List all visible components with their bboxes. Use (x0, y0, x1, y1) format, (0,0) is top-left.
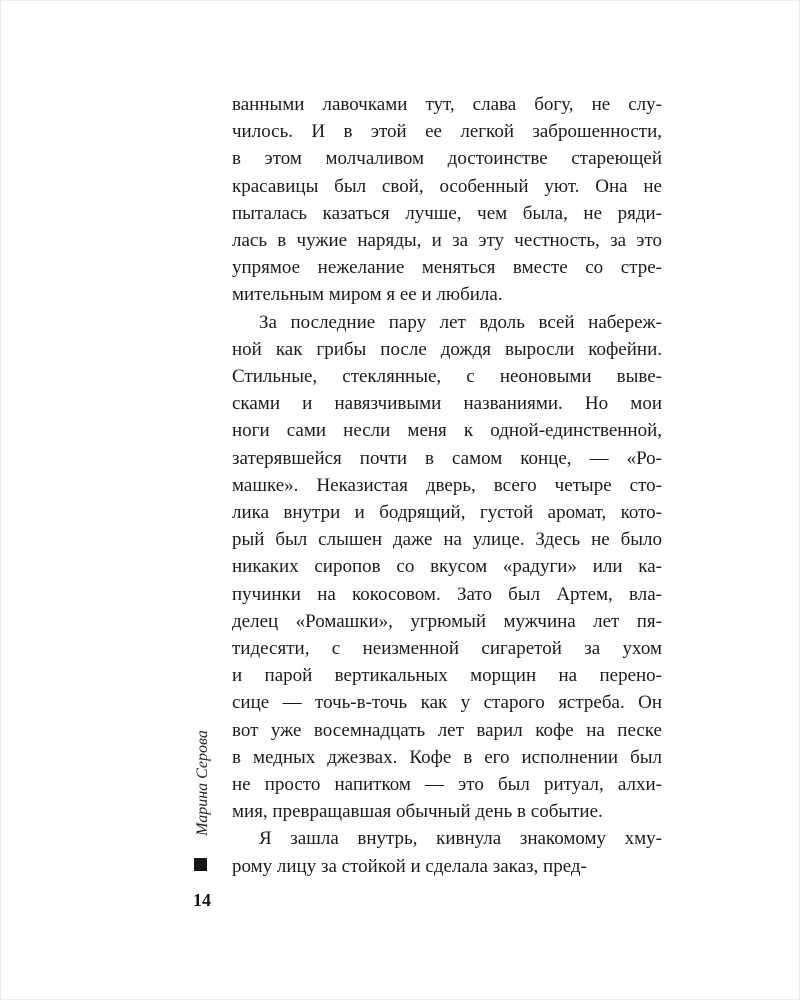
text-line: лика внутри и бодрящий, густой аромат, кото- (232, 502, 662, 524)
text-line: и парой вертикальных морщин на перено- (232, 665, 662, 687)
text-line: пучинки на кокосовом. Зато был Артем, вла- (232, 583, 662, 605)
text-line: Стильные, стеклянные, с неоновыми выве- (232, 366, 662, 388)
text-line: рому лицу за стойкой и сделала заказ, пред- (232, 855, 587, 877)
text-line: сице — точь-в-точь как у старого ястреба. Он (232, 692, 662, 714)
text-line: упрямое нежелание меняться вместе со стре- (232, 257, 662, 279)
text-line: ной как грибы после дождя выросли кофейни. (232, 338, 662, 360)
text-line: красавицы был свой, особенный уют. Она не (232, 175, 662, 197)
text-line: ванными лавочками тут, слава богу, не слу- (232, 94, 662, 115)
text-line: не просто напитком — это был ритуал, алхи- (232, 774, 662, 796)
text-line: в этом молчаливом достоинстве стареющей (232, 148, 662, 170)
text-line: мия, превращавшая обычный день в событие. (232, 801, 603, 823)
text-line: ноги сами несли меня к одной-единственной, (232, 420, 662, 442)
text-line: машке». Неказистая дверь, всего четыре сто- (232, 474, 662, 496)
text-line: мительным миром я ее и любила. (232, 284, 503, 306)
page-number: 14 (193, 890, 211, 910)
text-line: лась в чужие наряды, и за эту честность, за это (232, 230, 662, 252)
text-line: Я зашла внутрь, кивнула знакомому хму- (259, 828, 662, 850)
text-line: За последние пару лет вдоль всей набереж- (259, 311, 662, 333)
text-line: пыталась казаться лучше, чем была, не ряди- (232, 202, 662, 224)
text-line: вот уже восемнадцать лет варил кофе на песке (232, 719, 662, 741)
section-marker-square (194, 858, 207, 871)
text-line: тидесяти, с неизменной сигаретой за ухом (232, 638, 662, 660)
text-line: никаких сиропов со вкусом «радуги» или ка- (232, 556, 662, 578)
text-line: затерявшейся почти в самом конце, — «Ро- (232, 447, 662, 469)
author-name-vertical: Марина Серова (194, 730, 211, 836)
text-line: в медных джезвах. Кофе в его исполнении был (232, 746, 662, 768)
text-line: делец «Ромашки», угрюмый мужчина лет пя- (232, 610, 662, 632)
text-line: сками и навязчивыми названиями. Но мои (232, 393, 662, 415)
text-line: чилось. И в этой ее легкой заброшенности, (232, 121, 662, 143)
text-column (232, 91, 662, 880)
text-line: рый был слышен даже на улице. Здесь не было (232, 529, 662, 551)
